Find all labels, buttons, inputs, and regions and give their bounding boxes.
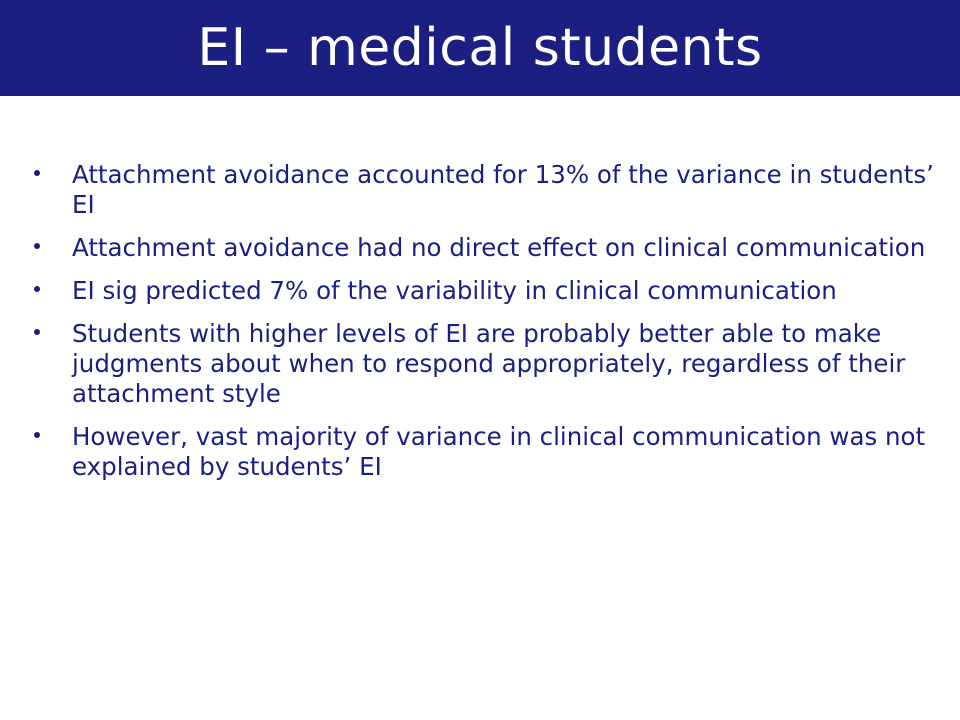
bullet-icon — [34, 329, 40, 335]
bullet-text: Attachment avoidance accounted for 13% of the variance in students’ EI — [72, 160, 934, 219]
bullet-list — [34, 160, 944, 495]
bullet-text: EI sig predicted 7% of the variability in clinical communication — [72, 276, 837, 305]
bullet-item — [34, 160, 944, 220]
bullet-item — [34, 319, 944, 409]
bullet-icon — [34, 243, 40, 249]
bullet-icon — [34, 432, 40, 438]
bullet-text: However, vast majority of variance in clinical communication was not explained by students’ EI — [72, 422, 926, 481]
bullet-text: Attachment avoidance had no direct effect on clinical communication — [72, 233, 926, 262]
bullet-icon — [34, 286, 40, 292]
bullet-icon — [34, 170, 40, 176]
slide-title: EI – medical students — [197, 18, 763, 78]
bullet-item — [34, 233, 944, 263]
bullet-item — [34, 422, 944, 482]
title-bar — [0, 0, 960, 96]
bullet-item — [34, 276, 944, 306]
bullet-text: Students with higher levels of EI are probably better able to make judgments about when to respond appropriately, regardless of their attachment style — [72, 319, 906, 408]
